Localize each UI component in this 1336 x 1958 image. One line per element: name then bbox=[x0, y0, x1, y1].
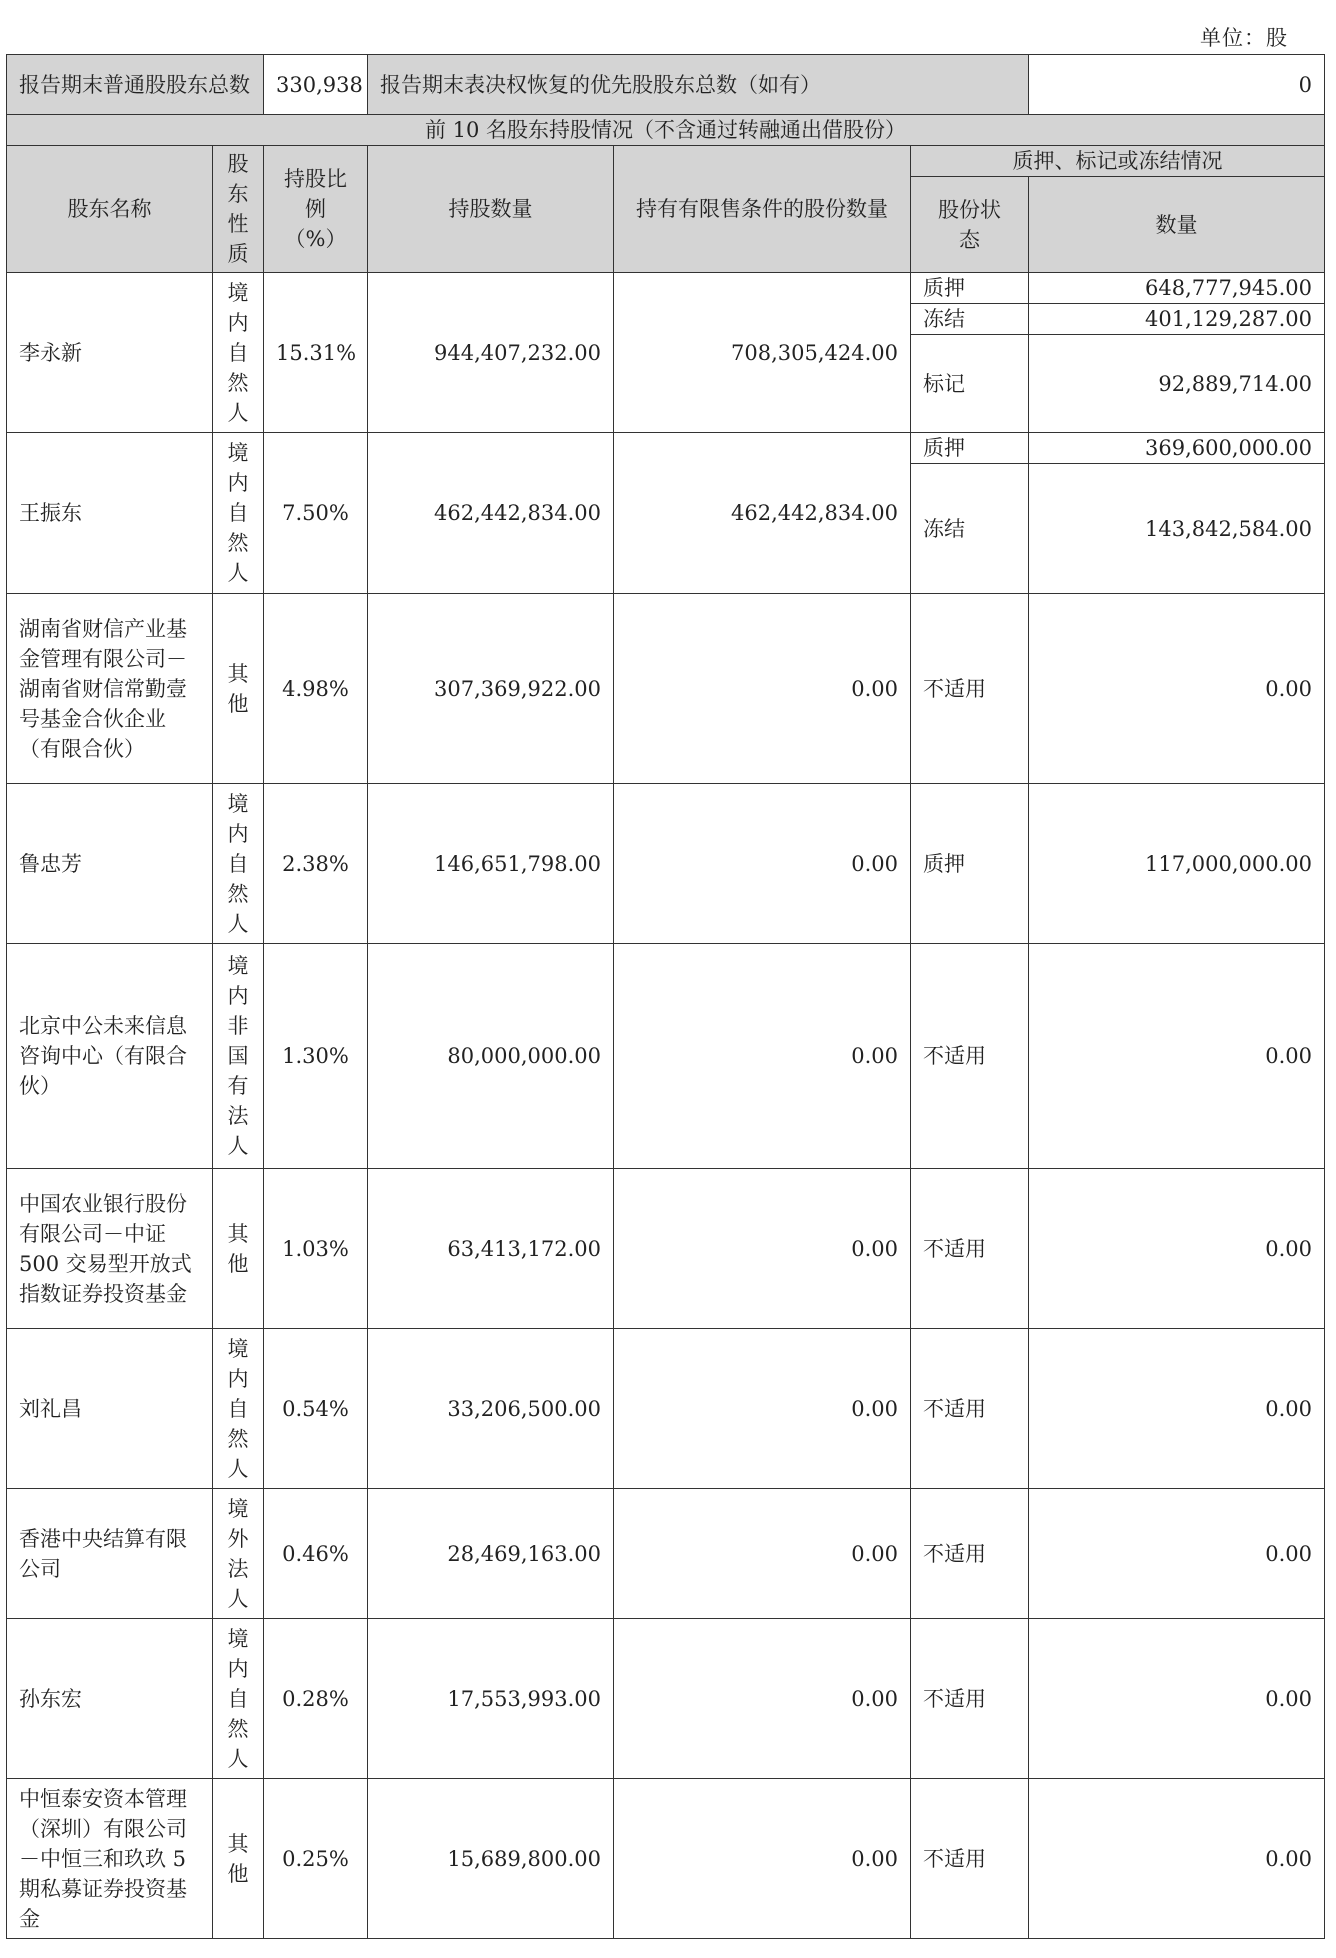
shareholder-nature bbox=[213, 594, 264, 784]
shares-held: 146,651,798.00 bbox=[368, 784, 614, 944]
shareholding-ratio: 0.25% bbox=[264, 1779, 368, 1939]
shareholding-ratio: 15.31% bbox=[264, 273, 368, 433]
shareholding-ratio: 1.30% bbox=[264, 944, 368, 1169]
header-pledge-group: 质押、标记或冻结情况 bbox=[911, 146, 1325, 177]
shareholder-nature-text: 境外法人 bbox=[227, 1496, 249, 1611]
shareholder-nature-text: 境内非国有法人 bbox=[227, 954, 249, 1158]
table-row bbox=[7, 784, 1325, 944]
header-amount: 数量 bbox=[1029, 177, 1325, 273]
shareholder-nature bbox=[213, 273, 264, 433]
section-title-row bbox=[7, 115, 1325, 146]
shareholding-ratio: 4.98% bbox=[264, 594, 368, 784]
table-row bbox=[7, 1329, 1325, 1489]
shareholder-nature-text: 境内自然人 bbox=[227, 441, 249, 585]
shareholder-nature bbox=[213, 433, 264, 594]
shares-held: 15,689,800.00 bbox=[368, 1779, 614, 1939]
preferred-holders-value: 0 bbox=[1029, 55, 1325, 115]
pledge-amount: 648,777,945.00 bbox=[1029, 273, 1325, 304]
shareholder-nature-text: 境内自然人 bbox=[227, 791, 249, 936]
common-holders-value: 330,938 bbox=[264, 55, 368, 115]
header-nature-text: 股东性质 bbox=[227, 152, 249, 266]
restricted-shares: 0.00 bbox=[614, 784, 911, 944]
shareholder-nature-text: 其他 bbox=[227, 1831, 249, 1886]
pledge-amount: 117,000,000.00 bbox=[1029, 784, 1325, 944]
pledge-amount: 0.00 bbox=[1029, 1169, 1325, 1329]
pledge-status: 冻结 bbox=[911, 304, 1029, 335]
pledge-status: 不适用 bbox=[911, 1619, 1029, 1779]
shareholder-nature-text: 境内自然人 bbox=[227, 1336, 249, 1481]
header-status-text: 股份状态 bbox=[938, 197, 1001, 252]
shareholder-name: 中恒泰安资本管理（深圳）有限公司－中恒三和玖玖 5 期私募证券投资基金 bbox=[7, 1779, 213, 1939]
shares-held: 307,369,922.00 bbox=[368, 594, 614, 784]
shareholder-name: 中国农业银行股份有限公司－中证 500 交易型开放式指数证券投资基金 bbox=[7, 1169, 213, 1329]
pledge-amount: 0.00 bbox=[1029, 1779, 1325, 1939]
table-row bbox=[7, 944, 1325, 1169]
preferred-holders-label: 报告期末表决权恢复的优先股股东总数（如有） bbox=[368, 55, 1029, 115]
header-ratio bbox=[264, 146, 368, 273]
restricted-shares: 0.00 bbox=[614, 1489, 911, 1619]
shareholder-name: 王振东 bbox=[7, 433, 213, 594]
pledge-amount: 0.00 bbox=[1029, 1619, 1325, 1779]
shareholder-nature bbox=[213, 944, 264, 1169]
pledge-amount: 369,600,000.00 bbox=[1029, 433, 1325, 464]
header-ratio-text: 持股比例（%） bbox=[284, 167, 347, 251]
pledge-amount: 143,842,584.00 bbox=[1029, 464, 1325, 594]
pledge-status: 质押 bbox=[911, 784, 1029, 944]
shareholder-name: 鲁忠芳 bbox=[7, 784, 213, 944]
pledge-amount: 401,129,287.00 bbox=[1029, 304, 1325, 335]
pledge-status: 质押 bbox=[911, 433, 1029, 464]
shareholder-nature bbox=[213, 1489, 264, 1619]
header-nature bbox=[213, 146, 264, 273]
shareholding-ratio: 0.28% bbox=[264, 1619, 368, 1779]
table-row bbox=[7, 273, 1325, 304]
table-row bbox=[7, 1619, 1325, 1779]
pledge-status: 不适用 bbox=[911, 1169, 1029, 1329]
restricted-shares: 0.00 bbox=[614, 1619, 911, 1779]
pledge-amount: 0.00 bbox=[1029, 1329, 1325, 1489]
table-row bbox=[7, 1169, 1325, 1329]
shareholder-nature-text: 境内自然人 bbox=[227, 1626, 249, 1771]
pledge-status: 不适用 bbox=[911, 1329, 1029, 1489]
summary-row bbox=[7, 55, 1325, 115]
shareholder-name: 湖南省财信产业基金管理有限公司－湖南省财信常勤壹号基金合伙企业（有限合伙） bbox=[7, 594, 213, 784]
header-restricted: 持有有限售条件的股份数量 bbox=[614, 146, 911, 273]
header-name: 股东名称 bbox=[7, 146, 213, 273]
shareholder-nature bbox=[213, 1169, 264, 1329]
shareholding-ratio: 7.50% bbox=[264, 433, 368, 594]
shares-held: 80,000,000.00 bbox=[368, 944, 614, 1169]
restricted-shares: 0.00 bbox=[614, 1329, 911, 1489]
shareholder-nature bbox=[213, 784, 264, 944]
shareholding-ratio: 2.38% bbox=[264, 784, 368, 944]
restricted-shares: 0.00 bbox=[614, 1169, 911, 1329]
unit-label: 单位：股 bbox=[1200, 26, 1288, 50]
pledge-status: 不适用 bbox=[911, 944, 1029, 1169]
pledge-status: 冻结 bbox=[911, 464, 1029, 594]
shareholder-nature-text: 其他 bbox=[227, 1221, 249, 1276]
pledge-status: 不适用 bbox=[911, 1779, 1029, 1939]
shareholder-nature-text: 其他 bbox=[227, 661, 249, 716]
restricted-shares: 0.00 bbox=[614, 944, 911, 1169]
restricted-shares: 462,442,834.00 bbox=[614, 433, 911, 594]
shareholder-name: 孙东宏 bbox=[7, 1619, 213, 1779]
shareholder-nature bbox=[213, 1329, 264, 1489]
shareholding-ratio: 0.46% bbox=[264, 1489, 368, 1619]
header-status bbox=[911, 177, 1029, 273]
table-row bbox=[7, 1489, 1325, 1619]
common-holders-label: 报告期末普通股股东总数 bbox=[7, 55, 264, 115]
table-row bbox=[7, 1779, 1325, 1939]
pledge-amount: 0.00 bbox=[1029, 1489, 1325, 1619]
pledge-status: 标记 bbox=[911, 335, 1029, 433]
pledge-amount: 92,889,714.00 bbox=[1029, 335, 1325, 433]
restricted-shares: 708,305,424.00 bbox=[614, 273, 911, 433]
shareholding-ratio: 0.54% bbox=[264, 1329, 368, 1489]
restricted-shares: 0.00 bbox=[614, 594, 911, 784]
shareholder-name: 北京中公未来信息咨询中心（有限合伙） bbox=[7, 944, 213, 1169]
shareholder-nature-text: 境内自然人 bbox=[227, 280, 249, 425]
shareholder-table bbox=[6, 54, 1325, 1939]
pledge-amount: 0.00 bbox=[1029, 594, 1325, 784]
shareholder-name: 刘礼昌 bbox=[7, 1329, 213, 1489]
shareholder-name: 李永新 bbox=[7, 273, 213, 433]
section-title: 前 10 名股东持股情况（不含通过转融通出借股份） bbox=[7, 115, 1325, 146]
shareholder-nature bbox=[213, 1779, 264, 1939]
shares-held: 33,206,500.00 bbox=[368, 1329, 614, 1489]
shares-held: 944,407,232.00 bbox=[368, 273, 614, 433]
shares-held: 28,469,163.00 bbox=[368, 1489, 614, 1619]
shares-held: 462,442,834.00 bbox=[368, 433, 614, 594]
pledge-status: 不适用 bbox=[911, 1489, 1029, 1619]
pledge-status: 质押 bbox=[911, 273, 1029, 304]
header-row-1 bbox=[7, 146, 1325, 177]
pledge-amount: 0.00 bbox=[1029, 944, 1325, 1169]
table-row bbox=[7, 433, 1325, 464]
restricted-shares: 0.00 bbox=[614, 1779, 911, 1939]
shareholder-name: 香港中央结算有限公司 bbox=[7, 1489, 213, 1619]
shares-held: 17,553,993.00 bbox=[368, 1619, 614, 1779]
header-shares: 持股数量 bbox=[368, 146, 614, 273]
pledge-status: 不适用 bbox=[911, 594, 1029, 784]
table-row bbox=[7, 594, 1325, 784]
shares-held: 63,413,172.00 bbox=[368, 1169, 614, 1329]
shareholding-ratio: 1.03% bbox=[264, 1169, 368, 1329]
shareholder-nature bbox=[213, 1619, 264, 1779]
